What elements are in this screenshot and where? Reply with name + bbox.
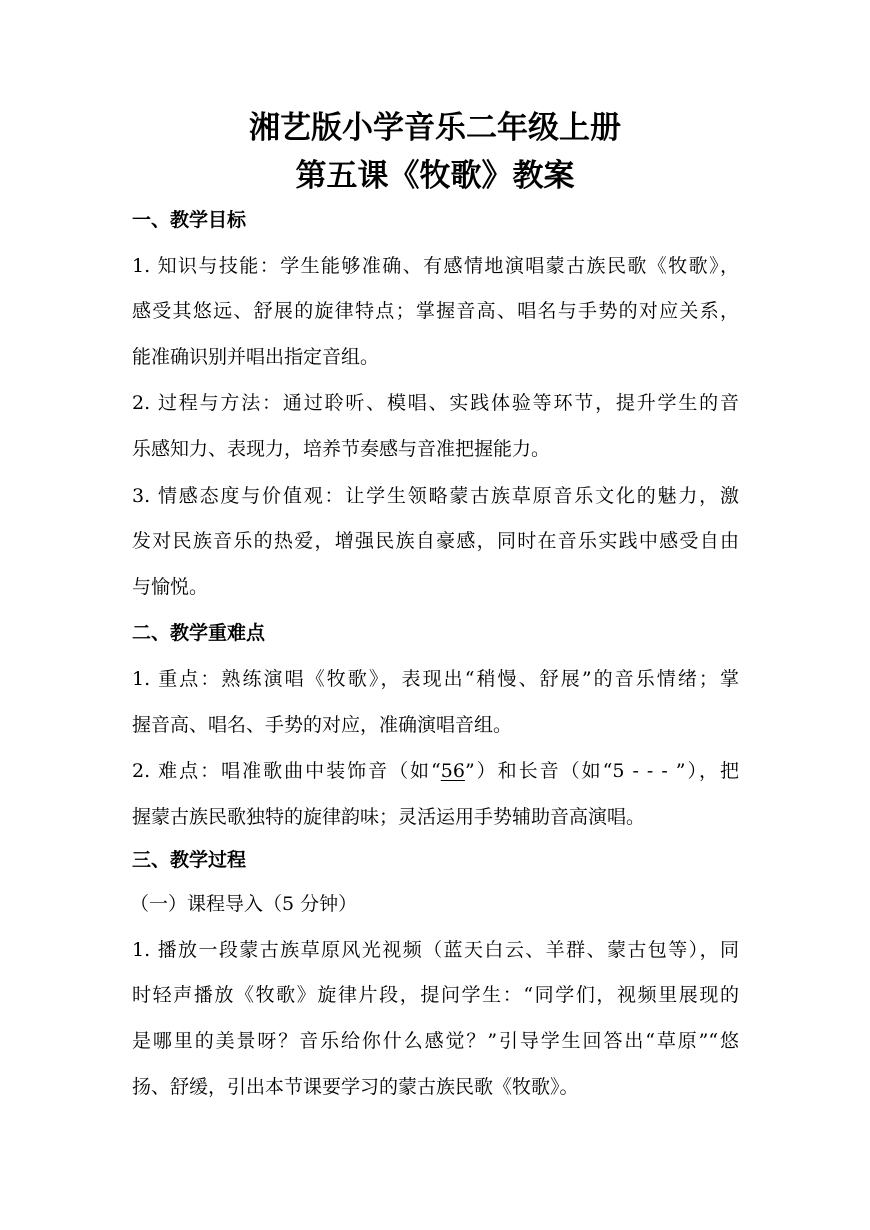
section3-line-3: 是哪里的美景呀？音乐给你什么感觉？”引导学生回答出“草原”“悠: [132, 1030, 739, 1052]
section1-line-1: 1. 知识与技能：学生能够准确、有感情地演唱蒙古族民歌《牧歌》，: [132, 255, 739, 277]
section3-line-1: 1. 播放一段蒙古族草原风光视频（蓝天白云、羊群、蒙古包等），同: [132, 939, 739, 961]
section1-heading: 一、教学目标: [132, 209, 247, 231]
section2-line-1: 1. 重点：熟练演唱《牧歌》，表现出“稍慢、舒展”的音乐情绪；掌: [132, 668, 739, 690]
section2-heading: 二、教学重难点: [132, 622, 266, 644]
section1-line-5: 乐感知力、表现力，培养节奏感与音准把握能力。: [132, 438, 551, 460]
section2-difficulty-line-1: [132, 758, 739, 784]
section1-line-4: 2. 过程与方法：通过聆听、模唱、实践体验等环节，提升学生的音: [132, 392, 739, 414]
difficulty-prefix: 2. 难点：唱准歌曲中装饰音（如“: [132, 760, 441, 782]
section3-heading: 三、教学过程: [132, 849, 247, 871]
section1-line-2: 感受其悠远、舒展的旋律特点；掌握音高、唱名与手势的对应关系，: [132, 300, 739, 322]
document-title-line1: 湘艺版小学音乐二年级上册: [249, 110, 621, 146]
ornament-notes: 56: [440, 760, 465, 782]
document-title-line2: 第五课《牧歌》教案: [295, 158, 575, 194]
section3-subheading: （一）课程导入（5 分钟）: [130, 893, 358, 915]
difficulty-middle: ”）和长音（如“5 - - - ”），把: [464, 760, 739, 782]
section3-line-2: 时轻声播放《牧歌》旋律片段，提问学生：“同学们，视频里展现的: [132, 984, 739, 1006]
section3-line-4: 扬、舒缓，引出本节课要学习的蒙古族民歌《牧歌》。: [132, 1076, 579, 1098]
section2-difficulty-line-2: 握蒙古族民歌独特的旋律韵味；灵活运用手势辅助音高演唱。: [132, 806, 646, 828]
section1-line-6: 3. 情感态度与价值观：让学生领略蒙古族草原音乐文化的魅力，激: [132, 485, 739, 507]
section2-line-2: 握音高、唱名、手势的对应，准确演唱音组。: [132, 714, 513, 736]
section1-line-8: 与愉悦。: [132, 576, 209, 598]
section1-line-7: 发对民族音乐的热爱，增强民族自豪感，同时在音乐实践中感受自由: [132, 530, 739, 552]
section1-line-3: 能准确识别并唱出指定音组。: [132, 346, 380, 368]
